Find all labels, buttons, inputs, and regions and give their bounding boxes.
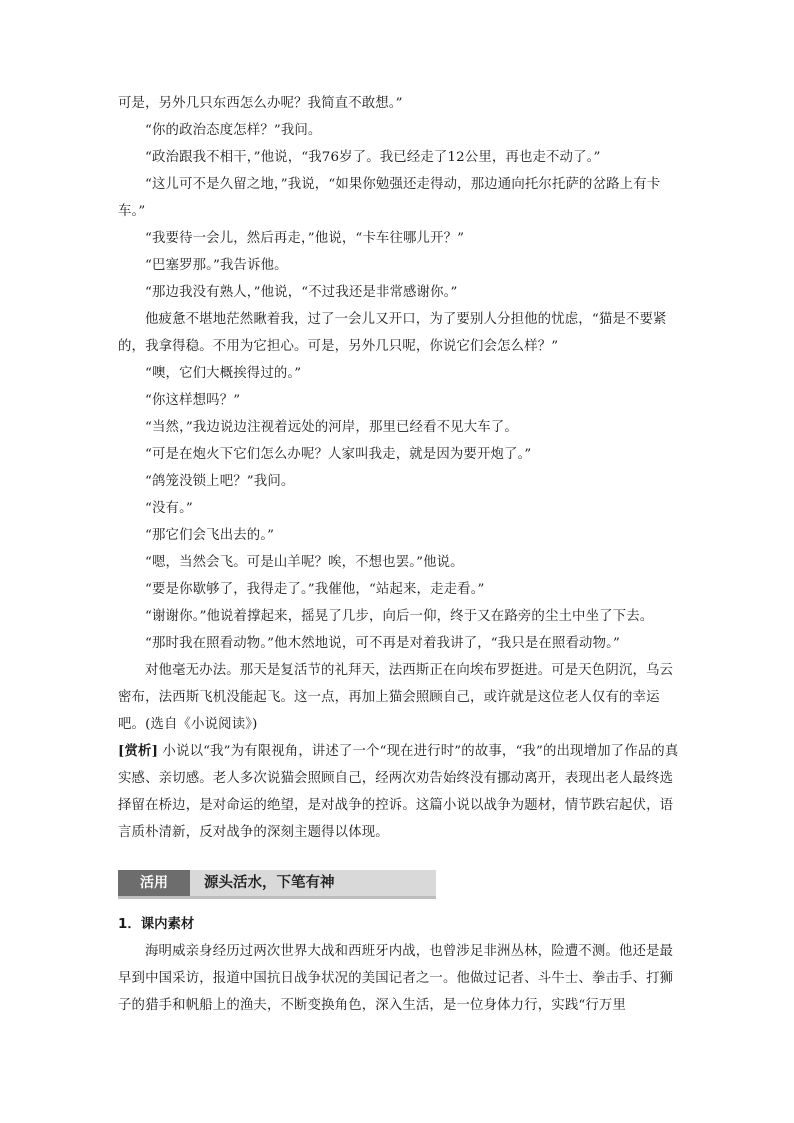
- paragraph-18: “谢谢你。”他说着撑起来，摇晃了几步，向后一仰，终于又在路旁的尘土中坐了下去。: [145, 609, 654, 624]
- subheading: 1．课内素材: [118, 917, 195, 932]
- paragraph-15: “那它们会飞出去的。”: [145, 528, 275, 543]
- paragraph-12: “可是在炮火下它们怎么办呢？人家叫我走，就是因为要开炮了。”: [145, 447, 532, 462]
- paragraph-14: “没有。”: [145, 501, 193, 516]
- paragraph-6: “巴塞罗那。”我告诉他。: [145, 258, 288, 273]
- paragraph-11: “当然，”我边说边注视着远处的河岸，那里已经看不见大车了。: [145, 420, 518, 435]
- closing-paragraph: 海明威亲身经历过两次世界大战和西班牙内战，也曾涉足非洲丛林，险遭不测。他还是最早到中国采访，报道中国抗日战争状况的美国记者之一。他做过记者、斗牛士、拳击手、打狮子的猎手和帆船上的渔夫，不断变换角色，深入生活，是一位身体力行，实践“行万里: [118, 944, 674, 1013]
- appreciation-tag: [赏析]: [118, 743, 159, 759]
- paragraph-16: “嗯，当然会飞。可是山羊呢？唉，不想也罢。”他说。: [145, 555, 464, 570]
- paragraph-3: “政治跟我不相干，”他说，“我76岁了。我已经走了12公里，再也走不动了。”: [145, 150, 601, 165]
- appreciation-paragraph: [118, 738, 680, 846]
- paragraph-7: “那边我没有熟人，”他说，“不过我还是非常感谢你。”: [145, 285, 458, 300]
- paragraph-5: “我要待一会儿，然后再走，”他说，“卡车往哪儿开？”: [145, 231, 465, 246]
- appreciation-text: 小说以“我”为有限视角，讲述了一个“现在进行时”的故事，“我”的出现增加了作品的真实感、亲切感。老人多次说猫会照顾自己，经两次劝告始终没有挪动离开，表现出老人最终选择留在桥边，是对命运的绝望，是对战争的控诉。这篇小说以战争为题材，情节跌宕起伏，语言质朴清新，反对战争的深刻主题得以体现。: [118, 744, 679, 840]
- paragraph-2: “你的政治态度怎样？”我问。: [145, 123, 322, 138]
- section-banner-title: 源头活水，下笔有神: [204, 875, 335, 891]
- paragraph-20: 对他毫无办法。那天是复活节的礼拜天，法西斯正在向埃布罗挺进。可是天色阴沉，乌云密布，法西斯飞机没能起飞。这一点，再加上猫会照顾自己，或许就是这位老人仅有的幸运吧。(选自《小说阅读》): [118, 663, 674, 732]
- paragraph-13: “鸽笼没锁上吧？”我问。: [145, 474, 295, 489]
- paragraph-19: “那时我在照看动物。”他木然地说，可不再是对着我讲了，“我只是在照看动物。”: [145, 636, 620, 651]
- paragraph-8: 他疲惫不堪地茫然瞅着我，过了一会儿又开口，为了要别人分担他的忧虑，“猫是不要紧的，我拿得稳。不用为它担心。可是，另外几只呢，你说它们会怎么样？”: [118, 312, 667, 354]
- paragraph-10: “你这样想吗？”: [145, 393, 241, 408]
- paragraph-1: 可是，另外几只东西怎么办呢？我简直不敢想。”: [118, 96, 403, 111]
- paragraph-9: “噢，它们大概挨得过的。”: [145, 366, 302, 381]
- section-banner: [118, 870, 436, 899]
- paragraph-4: “这儿可不是久留之地，”我说，“如果你勉强还走得动，那边通向托尔托萨的岔路上有卡车。”: [118, 177, 661, 219]
- section-banner-tag: 活用: [118, 870, 190, 896]
- paragraph-17: “要是你歇够了，我得走了。”我催他，“站起来，走走看。”: [145, 582, 485, 597]
